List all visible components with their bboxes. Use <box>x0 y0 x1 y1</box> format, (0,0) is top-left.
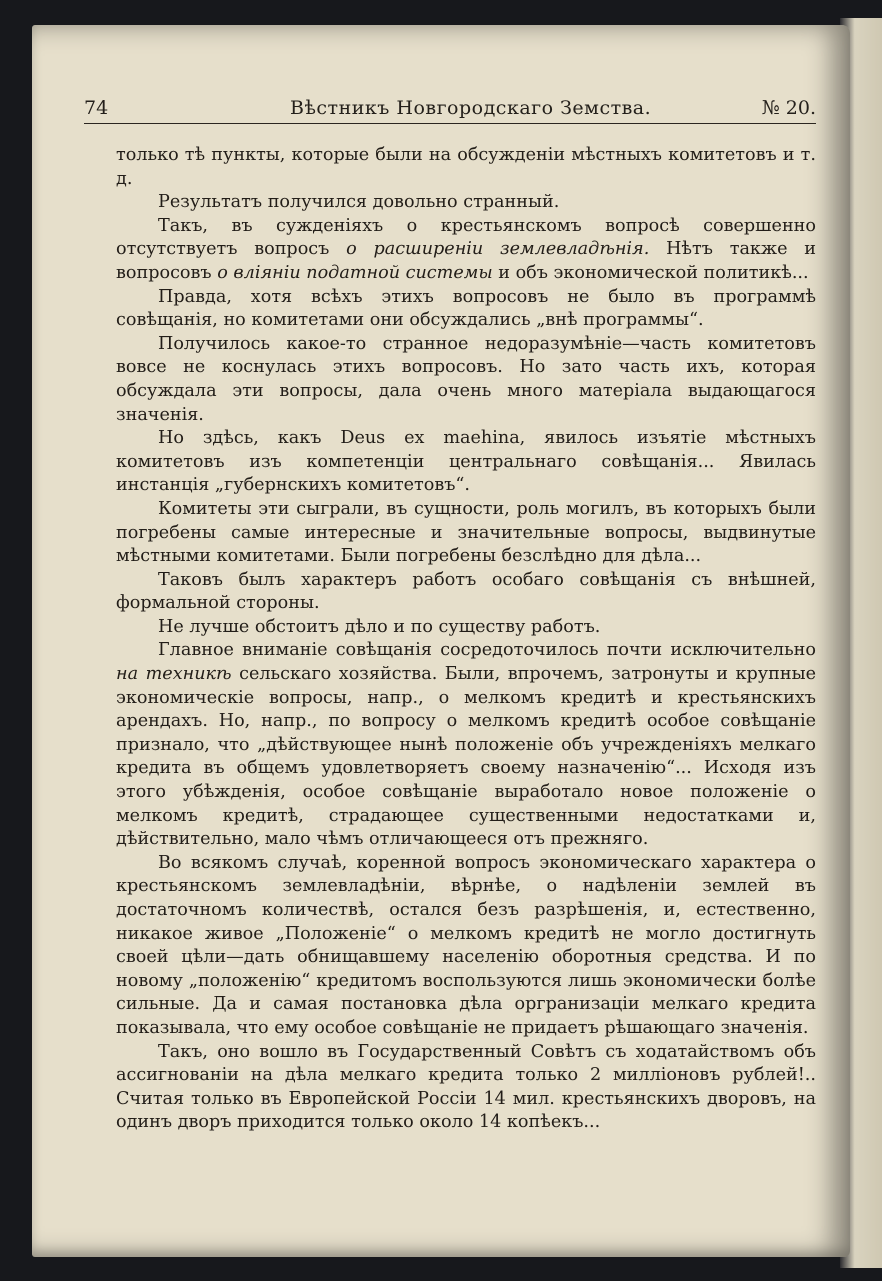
paragraph: Результатъ получился довольно странный. <box>158 192 560 213</box>
issue-number: № 20. <box>761 97 816 119</box>
paragraph: Таковъ былъ характеръ работъ особаго совѣщанія съ внѣшней, формальной стороны. <box>116 569 816 614</box>
page-number: 74 <box>84 97 109 119</box>
paragraph-segment: Главное вниманіе совѣщанія сосредоточилось почти исключительно <box>158 640 816 661</box>
emphasis: о вліяніи податной системы <box>217 262 493 283</box>
emphasis: о расширеніи землевладѣнія. <box>346 239 650 260</box>
paragraph: только тѣ пункты, которые были на обсужденіи мѣстныхъ комитетовъ и т. д. <box>116 145 816 189</box>
paragraph-segment: сельскаго хозяйства. Были, впрочемъ, затронуты и крупные экономическіе вопросы, напр., о мелкомъ кредитѣ и крестьянскихъ арендахъ. Но, напр., по вопросу о мелкомъ кредитѣ особое совѣщаніе признало, что „дѣйствующее нынѣ положеніе объ учрежденіяхъ мелкаго кредита въ общемъ удовлетворяетъ своему назначенію“... Исходя изъ этого убѣжденія, особое совѣщаніе выработало новое положеніе о мелкомъ кредитѣ, страдающее существенными недостатками и, дѣйствительно, мало чѣмъ отличающееся отъ прежняго. <box>116 664 817 850</box>
paragraph: Но здѣсь, какъ Deus ex maehina, явилось изъятіе мѣстныхъ комитетовъ изъ компетенціи центральнаго совѣщанія... Явилась инстанція „губернскихъ комитетовъ“. <box>116 428 816 496</box>
journal-title: Вѣстникъ Новгородскаго Земства. <box>290 97 652 119</box>
paragraph: Правда, хотя всѣхъ этихъ вопросовъ не было въ программѣ совѣщанія, но комитетами они обсуждались „внѣ программы“. <box>116 286 816 331</box>
paragraph-segment: Нѣтъ также и вопросовъ <box>116 239 817 283</box>
paragraph <box>116 215 816 286</box>
paragraph-segment: Такъ, въ сужденіяхъ о крестьянскомъ вопросѣ совершенно отсутствуетъ вопросъ <box>116 215 816 260</box>
paragraph: Не лучше обстоитъ дѣло и по существу работъ. <box>158 616 601 637</box>
body-text <box>116 144 816 1135</box>
paragraph: Получилось какое-то странное недоразумѣніе—часть комитетовъ вовсе не коснулась этихъ вопросовъ. Но зато часть ихъ, которая обсуждала эти вопросы, дала очень много матеріала выдающагося значенія. <box>116 333 816 425</box>
paragraph-segment: и объ экономической политикѣ... <box>492 262 809 283</box>
paragraph: Во всякомъ случаѣ, коренной вопросъ экономическаго характера о крестьянскомъ землевладѣніи, вѣрнѣе, о надѣленіи землей въ достаточномъ количествѣ, остался безъ разрѣшенія, и, естественно, никакое живое „Положеніе“ о мелкомъ кредитѣ не могло достигнуть своей цѣли—дать обнищавшему населенію оборотныя средства. И по новому „положенію“ кредитомъ воспользуются лишь экономически болѣе сильные. Да и самая постановка дѣла оргранизаціи мелкаго кредита показывала, что ему особое совѣщаніе не придаетъ рѣшающаго значенія. <box>116 852 816 1038</box>
running-header <box>84 95 816 124</box>
paragraph <box>116 639 816 851</box>
emphasis: на техникѣ <box>116 664 232 685</box>
paragraph: Комитеты эти сыграли, въ сущности, роль могилъ, въ которыхъ были погребены самые интересные и значительные вопросы, выдвинутые мѣстными комитетами. Были погребены безслѣдно для дѣла... <box>116 498 816 567</box>
paragraph: Такъ, оно вошло въ Государственный Совѣтъ съ ходатайствомъ объ ассигнованіи на дѣла мелкаго кредита только 2 милліоновъ рублей!.. Считая только въ Европейской Россіи 14 мил. крестьянскихъ дворовъ, на одинъ дворъ приходится только около 14 копѣекъ... <box>116 1041 816 1133</box>
